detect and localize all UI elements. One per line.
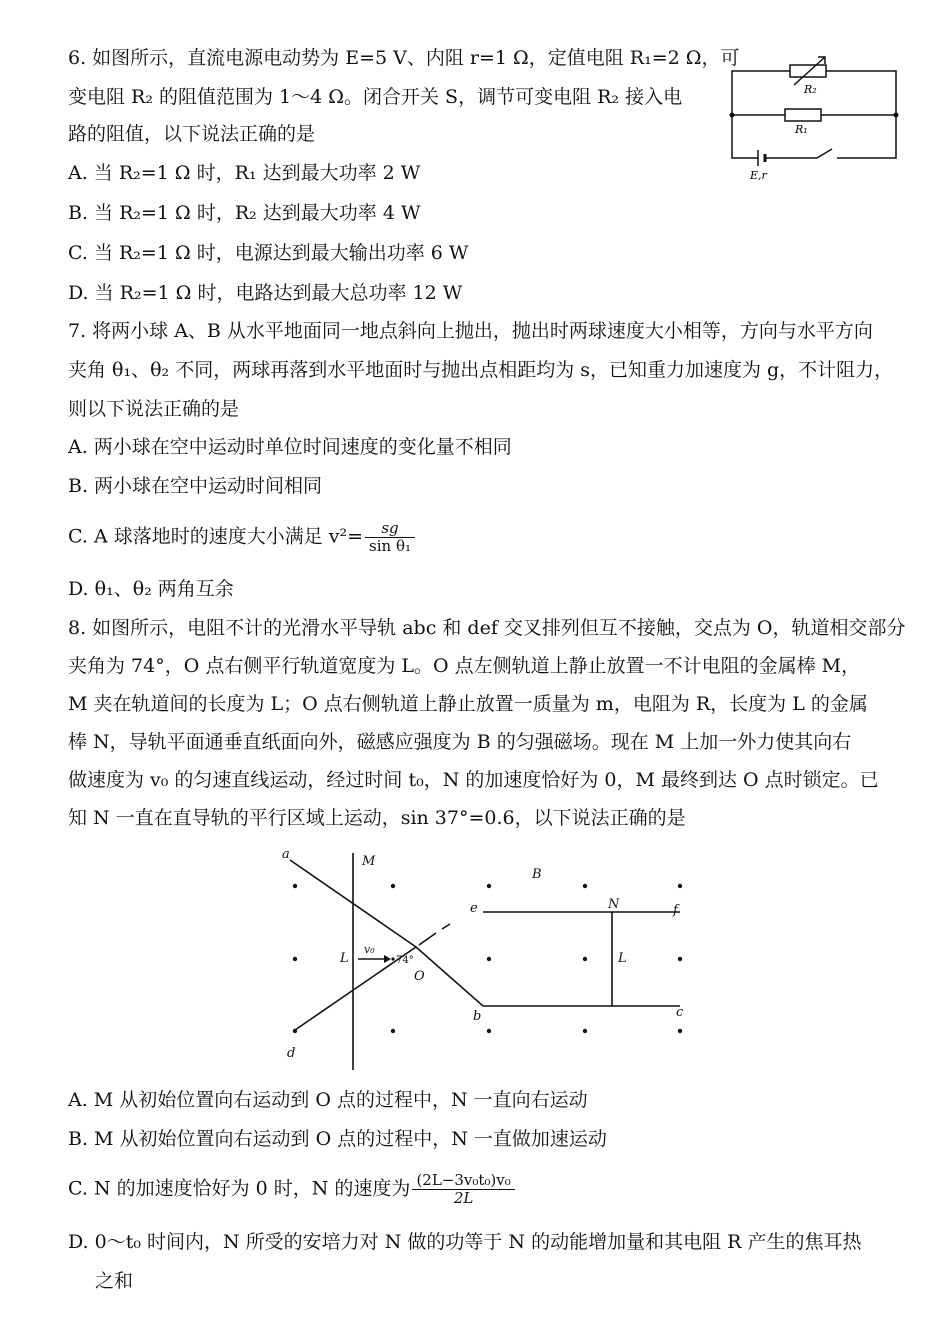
label-o: O xyxy=(414,969,425,984)
q8-option-a: A. M 从初始位置向右运动到 O 点的过程中，N 一直向右运动 xyxy=(68,1089,588,1111)
label-b: b xyxy=(473,1009,482,1024)
q8-option-c xyxy=(68,1172,517,1207)
q7-option-b: B. 两小球在空中运动时间相同 xyxy=(68,475,323,497)
q8-rails-diagram xyxy=(270,840,710,1075)
q6-option-d: D. 当 R₂=1 Ω 时，电路达到最大总功率 12 W xyxy=(68,282,463,304)
label-m: M xyxy=(362,854,376,869)
q6-option-a: A. 当 R₂=1 Ω 时，R₁ 达到最大功率 2 W xyxy=(68,162,421,184)
q8-stem-line1: 8. 如图所示，电阻不计的光滑水平导轨 abc 和 def 交叉排列但互不接触，交点为 O，轨道相交部分 xyxy=(68,617,906,639)
label-f: f xyxy=(673,903,678,918)
q8-option-d-line2: 之和 xyxy=(95,1270,134,1292)
fraction-denominator: 2L xyxy=(453,1189,474,1207)
q8-stem-line5: 做速度为 v₀ 的匀速直线运动，经过时间 t₀，N 的加速度恰好为 0，M 最终到达 O 点时锁定。已 xyxy=(68,769,879,791)
source-label: E,r xyxy=(750,169,767,182)
r2-label: R₂ xyxy=(804,83,817,96)
label-n: N xyxy=(608,897,620,912)
label-b-field: B xyxy=(532,867,542,882)
q6-stem-line2: 变电阻 R₂ 的阻值范围为 1～4 Ω。闭合开关 S，调节可变电阻 R₂ 接入电 xyxy=(68,86,683,108)
q6-option-b: B. 当 R₂=1 Ω 时，R₂ 达到最大功率 4 W xyxy=(68,202,421,224)
label-angle: 74° xyxy=(396,955,414,966)
q7-option-c-fraction xyxy=(365,520,415,555)
label-a: a xyxy=(282,847,290,862)
q8-option-b: B. M 从初始位置向右运动到 O 点的过程中，N 一直做加速运动 xyxy=(68,1128,607,1150)
q8-stem-line6: 知 N 一直在直导轨的平行区域上运动，sin 37°=0.6，以下说法正确的是 xyxy=(68,807,686,829)
q8-option-c-fraction xyxy=(412,1172,514,1207)
q6-stem-line3: 路的阻值，以下说法正确的是 xyxy=(68,123,316,145)
label-e: e xyxy=(470,901,478,916)
q8-stem-line4: 棒 N，导轨平面通垂直纸面向外，磁感应强度为 B 的匀强磁场。现在 M 上加一外力使其向右 xyxy=(68,731,852,753)
r1-label: R₁ xyxy=(795,123,808,136)
q8-option-c-text: C. N 的加速度恰好为 0 时，N 的速度为 xyxy=(68,1177,411,1200)
fraction-numerator: (2L−3v₀t₀)v₀ xyxy=(412,1172,514,1190)
label-v0: v₀ xyxy=(364,943,375,956)
q7-option-d: D. θ₁、θ₂ 两角互余 xyxy=(68,578,234,600)
q7-option-c xyxy=(68,520,417,555)
label-d: d xyxy=(287,1046,296,1061)
label-c: c xyxy=(676,1005,684,1020)
q8-option-d-line1: D. 0～t₀ 时间内，N 所受的安培力对 N 做的功等于 N 的动能增加量和其电阻 R 产生的焦耳热 xyxy=(68,1231,862,1253)
label-l-right: L xyxy=(618,951,627,966)
q8-stem-line2: 夹角为 74°，O 点右侧平行轨道宽度为 L。O 点左侧轨道上静止放置一不计电阻的金属棒 M， xyxy=(68,655,861,677)
q7-stem-line1: 7. 将两小球 A、B 从水平地面同一地点斜向上抛出，抛出时两球速度大小相等，方向与水平方向 xyxy=(68,320,873,342)
q7-option-a: A. 两小球在空中运动时单位时间速度的变化量不相同 xyxy=(68,436,512,458)
q8-stem-line3: M 夹在轨道间的长度为 L；O 点右侧轨道上静止放置一质量为 m，电阻为 R，长度为 L 的金属 xyxy=(68,693,868,715)
q7-stem-line3: 则以下说法正确的是 xyxy=(68,398,240,420)
fraction-denominator: sin θ₁ xyxy=(369,537,411,555)
q6-circuit-diagram xyxy=(725,55,905,185)
q6-option-c: C. 当 R₂=1 Ω 时，电源达到最大输出功率 6 W xyxy=(68,242,469,264)
q6-stem-line1: 6. 如图所示，直流电源电动势为 E=5 V、内阻 r=1 Ω，定值电阻 R₁=2 Ω，可 xyxy=(68,47,740,69)
label-l-left: L xyxy=(340,951,349,966)
q7-stem-line2: 夹角 θ₁、θ₂ 不同，两球再落到水平地面时与抛出点相距均为 s，已知重力加速度为 g，不计阻力， xyxy=(68,359,894,381)
fraction-numerator: sg xyxy=(365,520,415,538)
q7-option-c-text: C. A 球落地时的速度大小满足 v²= xyxy=(68,525,364,548)
